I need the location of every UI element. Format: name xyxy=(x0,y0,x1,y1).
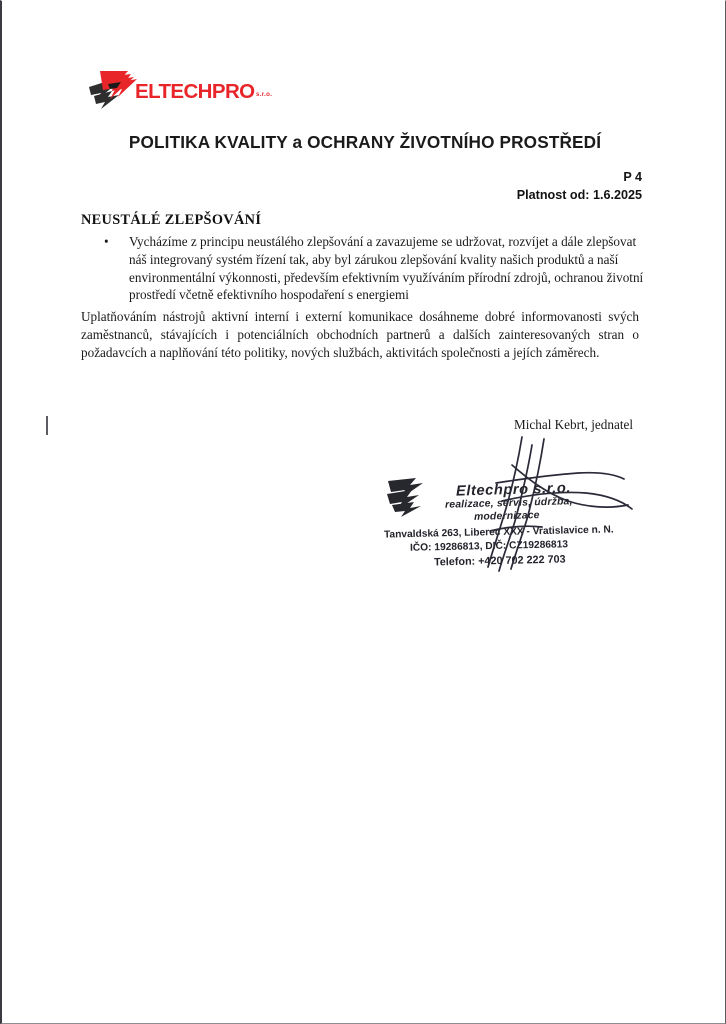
page-title: POLITIKA KVALITY a OCHRANY ŽIVOTNÍHO PROSTŘEDÍ xyxy=(128,132,602,152)
stamp-text-block xyxy=(384,463,634,583)
stamp-address: Tanvaldská 263, Liberec XXX - Vratislavice n. N. xyxy=(383,524,614,541)
stamp-services-line-1: realizace, servis, údržba, xyxy=(444,496,573,511)
stamp-phone: Telefon: +420 702 222 703 xyxy=(433,553,566,569)
bullet-dot-icon: • xyxy=(104,234,109,249)
stamp-company-name: Eltechpro s.r.o. xyxy=(455,480,572,500)
signature-name: Michal Kebrt, jednatel xyxy=(514,417,634,432)
list-item-text: Vycházíme z principu neustálého zlepšování a zavazujeme se udržovat, rozvíjet a dále zlepšovat náš integrovaný systém řízení tak, aby byl zárukou zlepšování kvality našich produktů a naší environmentální výkonnosti, především efektivním využíváním přírodní zdrojů, ochranou životní prostředí včetně efektivního hospodaření s energiemi xyxy=(129,234,644,303)
company-logo xyxy=(88,70,348,112)
document-meta xyxy=(517,169,642,205)
stamp-services-line-2: modernizace xyxy=(473,510,540,523)
list-item xyxy=(81,233,646,304)
company-stamp xyxy=(384,463,634,583)
document-code: P 4 xyxy=(623,170,642,184)
logo-suffix: s.r.o. xyxy=(256,91,273,98)
change-bar-mark xyxy=(46,416,48,435)
body-paragraph: Uplatňováním nástrojů aktivní interní i externí komunikace dosáhneme dobré informovanosti svých zaměstnanců, stávajících i potenciálních obchodních partnerů a dalších zainteresovaných stran o požadavcích a naplňování této politiky, nových službách, aktivitách společnosti a jejích záměrech. xyxy=(81,309,639,360)
stamp-company-ids: IČO: 19286813, DIČ: CZ19286813 xyxy=(409,539,569,554)
section-heading: NEUSTÁLÉ ZLEPŠOVÁNÍ xyxy=(81,212,262,228)
lightning-bolt-icon xyxy=(88,70,140,110)
logo-wordmark: ELTECHPRO xyxy=(135,80,255,103)
document-validity: Platnost od: 1.6.2025 xyxy=(516,187,642,202)
bullet-list xyxy=(81,233,646,304)
